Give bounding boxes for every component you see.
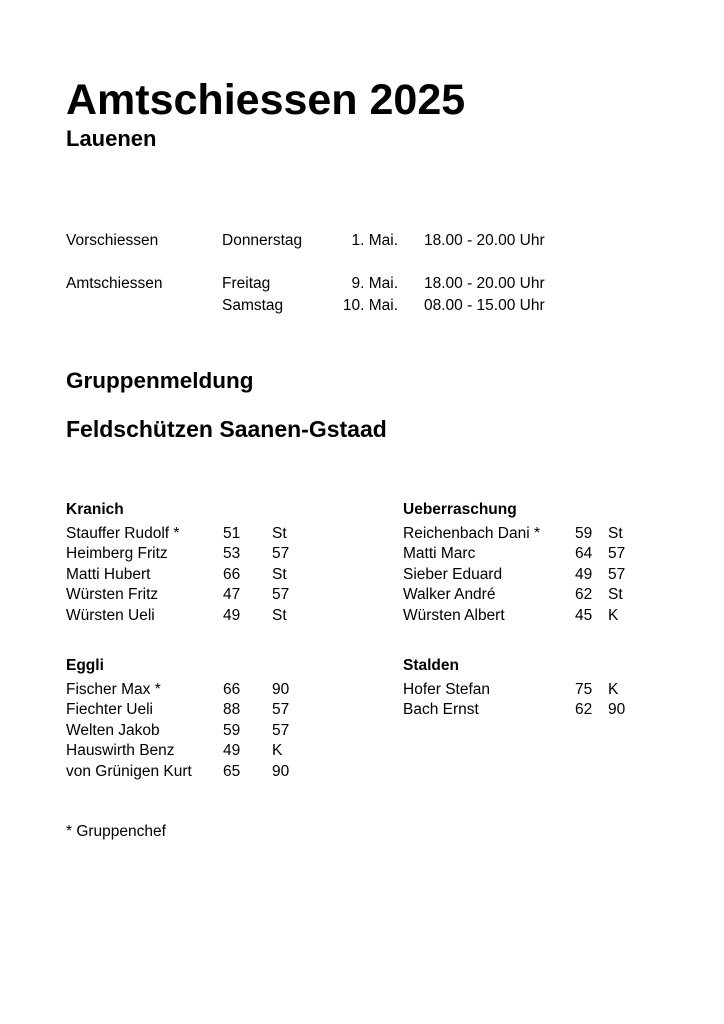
- member-name: Hofer Stefan: [403, 680, 491, 698]
- member-name: Fiechter Ueli: [66, 701, 153, 719]
- member-name: Würsten Fritz: [66, 586, 159, 604]
- member-name: von Grünigen Kurt: [66, 762, 192, 780]
- member-row: [66, 565, 403, 586]
- member-result: 90: [272, 762, 290, 780]
- schedule-row: [66, 230, 626, 252]
- member-name: Würsten Ueli: [66, 606, 155, 624]
- member-result: 90: [608, 701, 626, 719]
- group-name: Stalden: [403, 657, 459, 674]
- member-result: 90: [272, 680, 290, 698]
- member-result: St: [608, 524, 623, 542]
- member-name: Welten Jakob: [66, 721, 160, 739]
- member-result: 57: [272, 586, 290, 604]
- member-result: 57: [272, 545, 290, 563]
- member-name: Heimberg Fritz: [66, 545, 168, 563]
- member-score: 66: [223, 565, 241, 583]
- schedule-date: 1. Mai.: [351, 232, 398, 249]
- member-row: [66, 762, 403, 783]
- member-score: 62: [575, 701, 593, 719]
- member-row: [66, 585, 403, 606]
- schedule-day: Donnerstag: [222, 232, 303, 249]
- member-result: St: [272, 606, 287, 624]
- schedule-table: [66, 230, 626, 317]
- schedule-row: [66, 295, 626, 317]
- member-result: 57: [272, 701, 290, 719]
- member-name: Bach Ernst: [403, 701, 479, 719]
- member-score: 65: [223, 762, 241, 780]
- member-row: [403, 680, 676, 701]
- member-row: [403, 700, 676, 721]
- member-result: St: [272, 565, 287, 583]
- member-row: [66, 680, 403, 701]
- member-score: 75: [575, 680, 593, 698]
- member-name: Matti Hubert: [66, 565, 151, 583]
- member-result: K: [272, 742, 283, 760]
- schedule-day: Samstag: [222, 297, 284, 314]
- member-name: Matti Marc: [403, 545, 476, 563]
- group-block: [403, 500, 676, 656]
- section-heading: Gruppenmeldung: [66, 368, 254, 393]
- member-score: 45: [575, 606, 593, 624]
- member-score: 53: [223, 545, 241, 563]
- group-name: Eggli: [66, 657, 104, 674]
- member-score: 47: [223, 586, 241, 604]
- groups-grid: [66, 500, 676, 782]
- member-name: Fischer Max *: [66, 680, 161, 698]
- member-name: Sieber Eduard: [403, 565, 503, 583]
- page-subtitle: Lauenen: [66, 126, 157, 151]
- schedule-time: 08.00 - 15.00 Uhr: [424, 297, 545, 314]
- schedule-label: Amtschiessen: [66, 275, 163, 292]
- member-row: [403, 585, 676, 606]
- member-score: 66: [223, 680, 241, 698]
- member-result: K: [608, 680, 619, 698]
- member-score: 62: [575, 586, 593, 604]
- group-name: Ueberraschung: [403, 501, 517, 518]
- member-result: 57: [272, 721, 290, 739]
- member-row: [403, 524, 676, 545]
- member-row: [66, 721, 403, 742]
- group-name: Kranich: [66, 501, 124, 518]
- schedule-label: Vorschiessen: [66, 232, 159, 249]
- member-name: Hauswirth Benz: [66, 742, 175, 760]
- member-row: [66, 524, 403, 545]
- member-result: St: [608, 586, 623, 604]
- member-name: Würsten Albert: [403, 606, 505, 624]
- section-subheading: Feldschützen Saanen-Gstaad: [66, 416, 387, 442]
- group-block: [66, 656, 403, 782]
- schedule-row: [66, 273, 626, 295]
- member-score: 49: [223, 742, 241, 760]
- member-score: 49: [223, 606, 241, 624]
- schedule-date: 9. Mai.: [351, 275, 398, 292]
- member-score: 64: [575, 545, 593, 563]
- schedule-date: 10. Mai.: [342, 297, 398, 314]
- member-result: 57: [608, 545, 626, 563]
- member-score: 51: [223, 524, 241, 542]
- member-name: Reichenbach Dani *: [403, 524, 541, 542]
- member-score: 88: [223, 701, 241, 719]
- member-result: St: [272, 524, 287, 542]
- member-score: 59: [575, 524, 593, 542]
- schedule-time: 18.00 - 20.00 Uhr: [424, 232, 545, 249]
- schedule-time: 18.00 - 20.00 Uhr: [424, 275, 545, 292]
- group-block: [66, 500, 403, 656]
- page-title: Amtschiessen 2025: [66, 76, 466, 124]
- schedule-entry: [66, 273, 626, 317]
- member-score: 49: [575, 565, 593, 583]
- member-row: [403, 606, 676, 627]
- schedule-label: [66, 295, 222, 317]
- member-name: Walker André: [403, 586, 496, 604]
- schedule-entry: [66, 230, 626, 252]
- member-row: [66, 544, 403, 565]
- member-row: [66, 700, 403, 721]
- member-score: 59: [223, 721, 241, 739]
- member-name: Stauffer Rudolf *: [66, 524, 180, 542]
- member-row: [66, 741, 403, 762]
- group-block: [403, 656, 676, 782]
- member-row: [66, 606, 403, 627]
- member-row: [403, 565, 676, 586]
- footnote: * Gruppenchef: [66, 823, 166, 840]
- member-row: [403, 544, 676, 565]
- member-result: 57: [608, 565, 626, 583]
- member-result: K: [608, 606, 619, 624]
- schedule-day: Freitag: [222, 275, 271, 292]
